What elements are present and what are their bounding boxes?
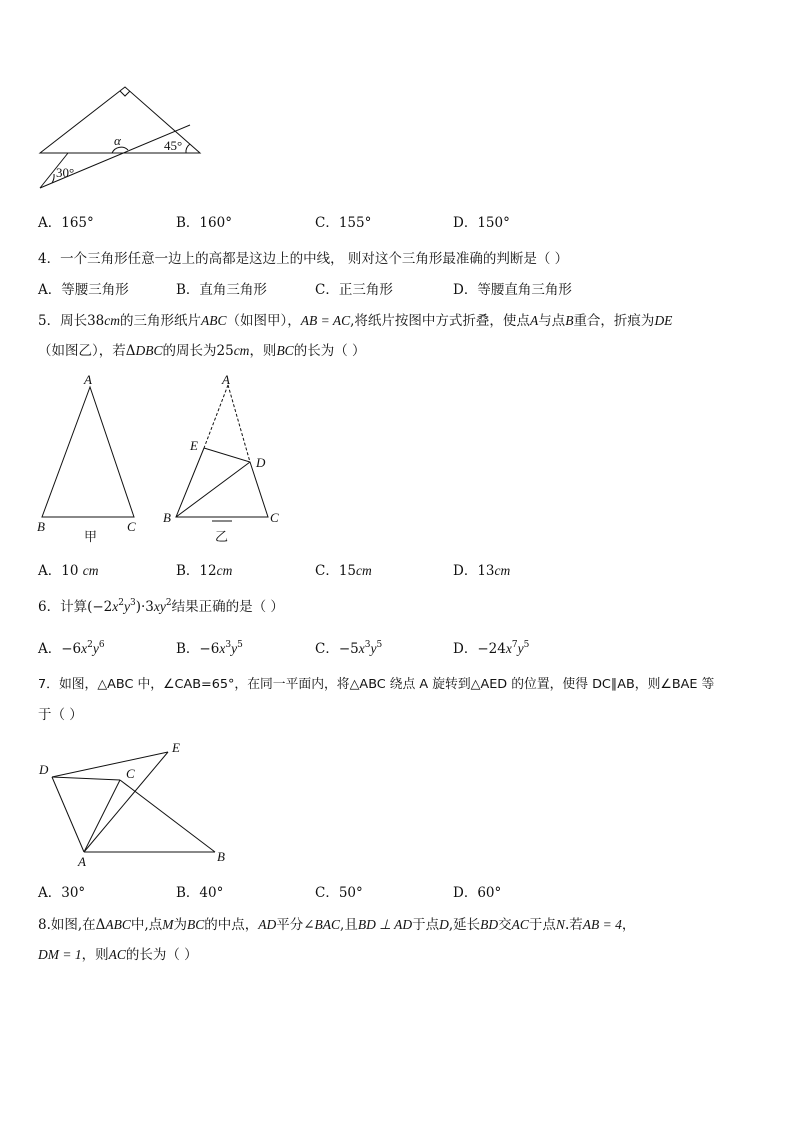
q5-option-a[interactable]: A．10 cm	[38, 563, 99, 579]
q4-option-c[interactable]: C．正三角形	[315, 282, 393, 298]
q5-option-b[interactable]: B．12cm	[176, 563, 233, 579]
q3-30-label: 30°	[56, 165, 75, 180]
q3-option-b[interactable]: B．160°	[176, 215, 232, 231]
q7-label-e: E	[172, 740, 180, 755]
q3-option-a[interactable]: A．165°	[38, 215, 94, 231]
q5-fig2-label-c: C	[270, 510, 279, 525]
q5-fig2-label-d: D	[256, 455, 266, 470]
q7-da	[52, 777, 84, 852]
q5-stem-line1: 5．周长38cm的三角形纸片ABC（如图甲），AB = AC,将纸片按图中方式折叠，使点A与点B重合，折痕为DE	[38, 313, 673, 329]
q5-stem-line2: （如图乙），若ΔDBC的周长为25cm，则BC的长为（ ）	[38, 343, 366, 359]
q3-option-c[interactable]: C．155°	[315, 215, 372, 231]
q7-label-d: D	[39, 762, 49, 777]
q5-fig2-caption: 乙	[215, 529, 229, 544]
q5-fig1-label-c: C	[127, 519, 136, 534]
q7-stem-line2: 于（ ）	[38, 707, 83, 723]
q5-fig1-caption: 甲	[84, 529, 98, 544]
q6-option-c[interactable]: C．$-5x^3y^5$	[315, 640, 383, 657]
q6-stem: 6．计算$(-2x^2y^3)\cdot 3xy^2$结果正确的是（ ）	[38, 598, 284, 615]
q7-option-b[interactable]: B．40°	[176, 885, 224, 901]
q6-option-a[interactable]: A．$-6x^2y^6$	[38, 640, 105, 657]
q6-expression: $(-2x^2y^3)\cdot 3xy^2$	[87, 598, 172, 615]
q3-alpha-label: α	[114, 133, 121, 148]
q5-fig1-label-a: A	[84, 372, 92, 387]
q5-fig2-label-e: E	[190, 438, 198, 453]
q7-cb	[120, 780, 215, 852]
q5-option-c[interactable]: C．15cm	[315, 563, 372, 579]
q7-dc	[52, 777, 120, 780]
q5-fig2-label-a: A	[222, 372, 230, 387]
q5-option-d[interactable]: D．13cm	[453, 563, 511, 579]
q3-45-label: 45°	[164, 138, 183, 153]
q6-option-d[interactable]: D．$-24x^7y^5$	[453, 640, 530, 657]
q8-stem-line1: 8.如图,在ΔABC中,点M为BC的中点，AD平分∠BAC,且BD ⊥ AD于点D,延长BD交AC于点N.若AB = 4，	[38, 917, 636, 933]
q4-option-a[interactable]: A．等腰三角形	[38, 282, 129, 298]
q7-label-a: A	[78, 854, 86, 869]
q3-option-d[interactable]: D．150°	[453, 215, 510, 231]
q7-label-b: B	[217, 849, 225, 864]
q5-fig1-label-b: B	[37, 519, 45, 534]
q7-label-c: C	[126, 766, 135, 781]
q4-option-d[interactable]: D．等腰直角三角形	[453, 282, 572, 298]
q7-option-c[interactable]: C．50°	[315, 885, 363, 901]
q4-stem: 4．一个三角形任意一边上的高都是这边上的中线， 则对这个三角形最准确的判断是（ ）	[38, 251, 569, 267]
q7-option-a[interactable]: A．30°	[38, 885, 86, 901]
q7-option-d[interactable]: D．60°	[453, 885, 502, 901]
q8-stem-line2: DM = 1，则AC的长为（ ）	[38, 947, 198, 963]
q6-option-b[interactable]: B．$-6x^3y^5$	[176, 640, 243, 657]
q4-option-b[interactable]: B．直角三角形	[176, 282, 267, 298]
q5-fig2-label-b: B	[163, 510, 171, 525]
q7-stem-line1: 7．如图，△ABC 中，∠CAB=65°，在同一平面内，将△ABC 绕点 A 旋转到△AED 的位置，使得 DC∥AB，则∠BAE 等	[38, 677, 715, 692]
